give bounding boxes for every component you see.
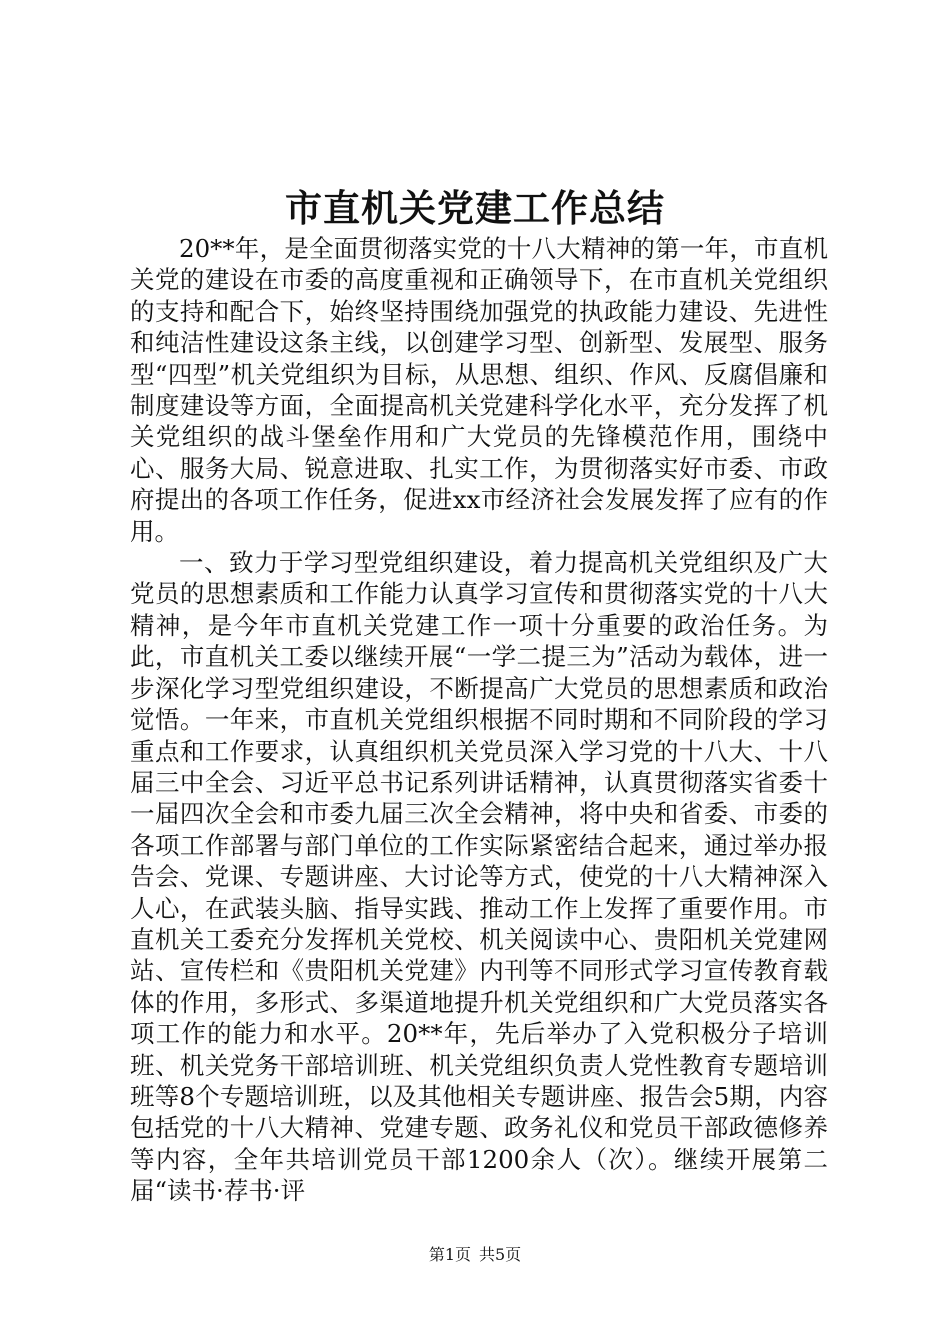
page-total: 共5页 (479, 1245, 522, 1264)
paragraph-section-one: 一、致力于学习型党组织建设，着力提高机关党组织及广大党员的思想素质和工作能力认真学习宣传和贯彻落实党的十八大精神，是今年市直机关党建工作一项十分重要的政治任务。为此，市直机关工委以继续开展“一学二提三为”活动为载体，进一步深化学习型党组织建设，不断提高广大党员的思想素质和政治觉悟。一年来，市直机关党组织根据不同时期和不同阶段的学习重点和工作要求，认真组织机关党员深入学习党的十八大、十八届三中全会、习近平总书记系列讲话精神，认真贯彻落实省委十一届四次全会和市委九届三次全会精神，将中央和省委、市委的各项工作部署与部门单位的工作实际紧密结合起来，通过举办报告会、党课、专题讲座、大讨论等方式，使党的十八大精神深入人心，在武装头脑、指导实践、推动工作上发挥了重要作用。市直机关工委充分发挥机关党校、机关阅读中心、贵阳机关党建网站、宣传栏和《贵阳机关党建》内刊等不同形式学习宣传教育载体的作用，多形式、多渠道地提升机关党组织和广大党员落实各项工作的能力和水平。20**年，先后举办了入党积极分子培训班、机关党务干部培训班、机关党组织负责人党性教育专题培训班等8个专题培训班，以及其他相关专题讲座、报告会5期，内容包括党的十八大精神、党建专题、政务礼仪和党员干部政德修养等内容，全年共培训党员干部1200余人（次）。继续开展第二届“读书·荐书·评 (130, 548, 828, 1206)
page-footer (0, 1244, 950, 1266)
page-number: 第1页 (428, 1245, 471, 1264)
document-body (130, 233, 828, 1207)
paragraph-intro: 20**年，是全面贯彻落实党的十八大精神的第一年，市直机关党的建设在市委的高度重视和正确领导下，在市直机关党组织的支持和配合下，始终坚持围绕加强党的执政能力建设、先进性和纯洁性建设这条主线，以创建学习型、创新型、发展型、服务型“四型”机关党组织为目标，从思想、组织、作风、反腐倡廉和制度建设等方面，全面提高机关党建科学化水平，充分发挥了机关党组织的战斗堡垒作用和广大党员的先锋模范作用，围绕中心、服务大局、锐意进取、扎实工作，为贯彻落实好市委、市政府提出的各项工作任务，促进xx市经济社会发展发挥了应有的作用。 (130, 234, 828, 546)
document-title: 市直机关党建工作总结 (285, 186, 665, 230)
